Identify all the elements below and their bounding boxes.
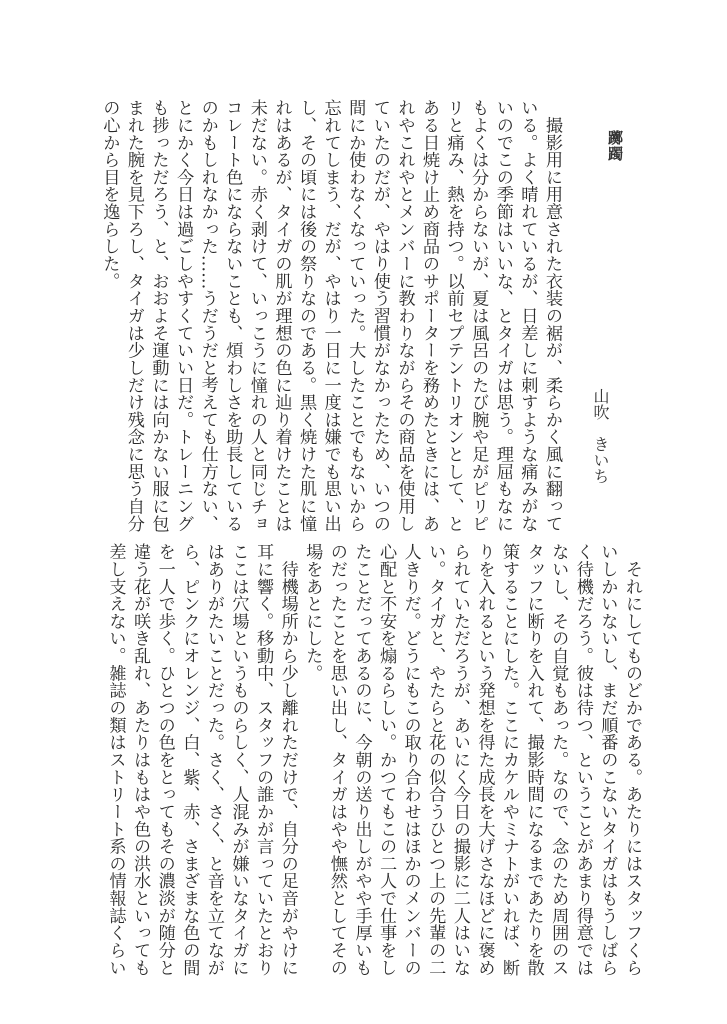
text-line: れはあるが、タイガの肌が理想の色に辿り着けたことは (271, 99, 292, 532)
author-family-name: 山吹 (591, 388, 610, 420)
text-line: 人きりだ。どうにもこの取り合わせはほかのメンバーの (400, 543, 421, 976)
text-line: いる。よく晴れているが、日差しに刺すような痛みがな (517, 99, 538, 532)
text-line: リと痛み、熱を持つ。以前セプテントリオンとして、と (443, 99, 464, 532)
text-line: の心から目を逸らした。 (99, 99, 120, 290)
text-line: それにしてものどかである。あたりにはスタッフくら (622, 543, 642, 976)
text-line: はありがたいことだった。さく、さく、と音を立てなが (203, 543, 224, 976)
text-line: 違う花が咲き乱れ、あたりはもはや色の洪水といっても (130, 543, 151, 976)
text-line: 撮影用に用意された衣装の裾が、柔らかく風に翻って (542, 99, 562, 532)
author-given-name: きいち (591, 436, 610, 484)
text-line: のかもしれなかった……うだうだと考えても仕方ない、 (197, 99, 218, 532)
text-line: 未だない。赤く剥けて、いっこうに憧れの人と同じチョ (246, 99, 267, 532)
text-line: し、その頃には後の祭りなのである。黒く焼けた肌に憧 (296, 99, 317, 532)
text-line: ここは穴場というものらしく、人混みが嫌いなタイガに (228, 543, 249, 976)
story-title: 躑躅 (606, 130, 624, 162)
text-line: りを入れるという発想を得た成長を大げさなほどに褒め (474, 543, 495, 976)
text-line: いのでこの季節はいいな、とタイガは思う。理屈もなに (492, 99, 513, 532)
text-line: 心配と不安を煽るらしい。かつてもこの二人で仕事をし (376, 543, 397, 976)
text-line: 耳に響く。移動中、スタッフの誰かが言っていたとおり (253, 543, 274, 976)
text-line: も捗っただろう、と、おおよそ運動には向かない服に包 (148, 99, 169, 532)
text-line: とにかく今日は過ごしやすくていい日だ。トレーニング (173, 99, 194, 532)
upper-text-block (97, 99, 564, 532)
text-line: ある日焼け止め商品のサポーターを務めたときには、あ (419, 99, 440, 532)
lower-text-block (103, 543, 644, 976)
text-line: れやこれやとメンバーに教わりながらその商品を使用し (394, 99, 415, 532)
text-line: 差し支えない。雑誌の類はストリート系の情報誌くらい (105, 543, 126, 976)
text-line: 間にか使わなくなっていった。大したことでもないから (345, 99, 366, 532)
text-line: ていたのだが、やはり使う習慣がなかったため、いつの (369, 99, 390, 532)
text-line: 待機場所から少し離れただけで、自分の足音がやけに (277, 543, 298, 976)
text-line: ら、ピンクにオレンジ、白、紫、赤、さまざまな色の間 (179, 543, 200, 976)
text-line: 場をあとにした。 (302, 543, 323, 682)
text-line: い。タイガと、やたらと花の似合うひとつ上の先輩の二 (425, 543, 446, 976)
text-line: 策することにした。ここにカケルやミナトがいれば、断 (499, 543, 520, 976)
text-line: く待機だろう。彼は待つ、ということがあまり得意では (572, 543, 593, 976)
text-line: まれた腕を見下ろし、タイガは少しだけ残念に思う自分 (123, 99, 144, 532)
author-byline (589, 388, 612, 484)
text-line: たことだってあるのに、今朝の送り出しがやや手厚いも (351, 543, 372, 976)
text-line: もよくは分からないが、夏は風呂のたび腕や足がピリピ (468, 99, 489, 532)
text-line: コレート色にならないことも、煩わしさを助長している (222, 99, 243, 532)
text-line: いしかいないし、まだ順番のこないタイガはもうしばら (597, 543, 618, 976)
text-line: タッフに断りを入れて、撮影時間になるまであたりを散 (523, 543, 544, 976)
text-line: られていただろうが、あいにく今日の撮影に二人はいな (449, 543, 470, 976)
text-line: を一人で歩く。ひとつの色をとってもその濃淡が随分と (154, 543, 175, 976)
text-line: のだったことを思い出し、タイガはやや憮然としてその (326, 543, 347, 976)
text-line: ないし、その自覚もあった。なので、念のため周囲のス (548, 543, 569, 976)
text-line: 忘れてしまう、だが、やはり一日に一度は嫌でも思い出 (320, 99, 341, 532)
